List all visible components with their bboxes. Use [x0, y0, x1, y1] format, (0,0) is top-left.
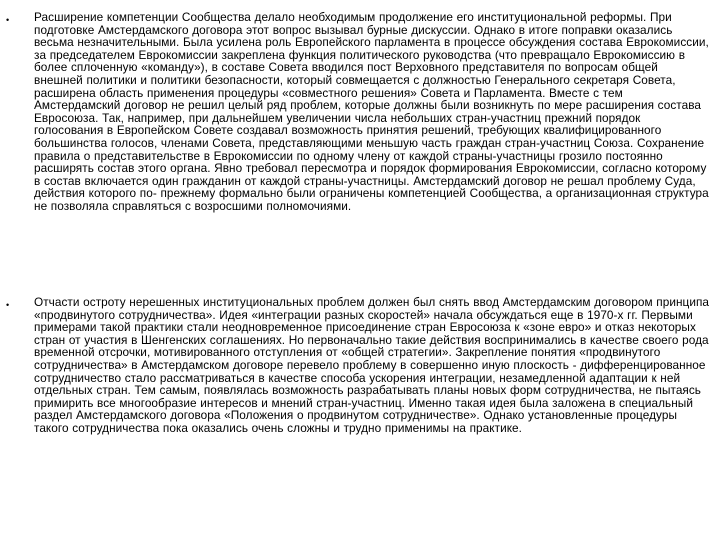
paragraph-2: Отчасти остроту нерешенных институциональных проблем должен был снять ввод Амстердамским договором принципа «продвинутого сотрудничества». Идея «интеграции разных скоростей» начала обсуждаться еще в 1970-х гг. Первыми примерами такой практики стали неодновременное присоединение стран Евросоюза к «зоне евро» и отказ некоторых стран от участия в Шенгенских соглашениях. Но первоначально такие действия воспринимались в качестве своего рода временной отсрочки, мотивированного отступления от «общей стратегии». Закрепление понятия «продвинутого сотрудничества» в Амстердамском договоре перевело проблему в совершенно иную плоскость - дифференцированное сотрудничество стало рассматриваться в качестве способа ускорения интеграции, незамедленной адаптации к ней отдельных стран. Тем самым, появлялась возможность разрабатывать планы новых форм сотрудничества, не пытаясь примирить все многообразие интересов и мнений стран-участниц. Именно такая идея была заложена в специальный раздел Амстердамского договора «Положения о продвинутом сотрудничестве». Однако установленные процедуры такого сотрудничества пока оказались очень сложны и трудно применимы на практике. — [34, 295, 710, 435]
bullet-icon: • — [6, 300, 10, 310]
bullet-icon: • — [6, 15, 10, 25]
paragraph-1: Расширение компетенции Сообщества делало необходимым продолжение его институциональной реформы. При подготовке Амстердамского договора этот вопрос вызывал бурные дискуссии. Однако в итоге поправки оказались весьма незначительными. Была усилена роль Европейского парламента в процессе обсуждения состава Еврокомиссии, за председателем Еврокомиссии закреплена функция политического руководства (что превращало Еврокомиссию в более сплоченную «команду»), в составе Совета вводился пост Верховного представителя по вопросам общей внешней политики и политики безопасности, который совмещается с должностью Генерального секретаря Совета, расширена область применения процедуры «совместного решения» Совета и Парламента. Вместе с тем Амстердамский договор не решил целый ряд проблем, которые должны были возникнуть по мере расширения состава Евросоюза. Так, например, при дальнейшем увеличении числа небольших стран-участниц прежний порядок голосования в Европейском Совете создавал возможность принятия решений, требующих квалифицированного большинства голосов, членами Совета, представляющими меньшую часть граждан стран-участниц Союза. Сохранение правила о представительстве в Еврокомиссии по одному члену от каждой страны-участницы грозило постоянно расширять состав этого органа. Явно требовал пересмотра и порядок формирования Еврокомиссии, согласно которому в состав включается один гражданин от каждой страны-участницы. Амстердамский договор не решал проблему Суда, действия которого по- прежнему формально были ограничены компетенцией Сообщества, а организационная структура не позволяла справляться с возросшими полномочиями. — [34, 10, 709, 213]
